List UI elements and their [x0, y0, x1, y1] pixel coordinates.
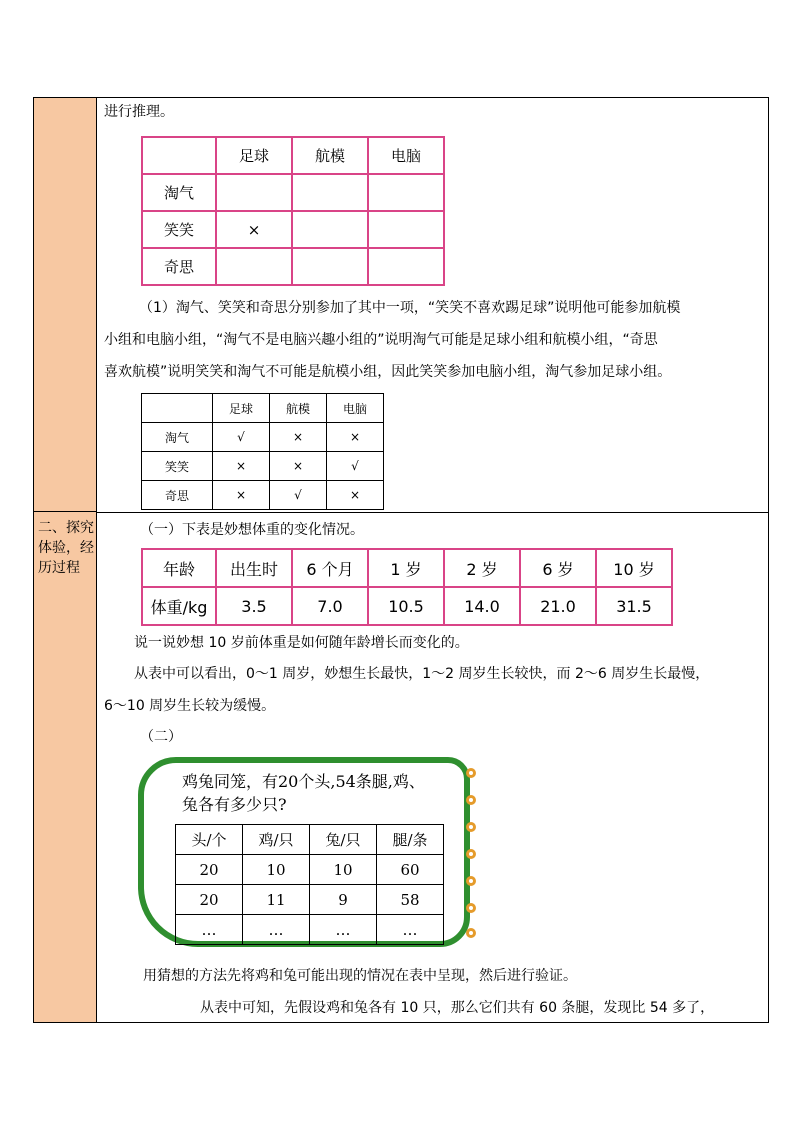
grid-cell: ×	[216, 211, 292, 248]
guess-cell: …	[243, 915, 310, 945]
result-header: 足球	[213, 394, 270, 423]
result-header: 航模	[270, 394, 327, 423]
weight-header: 6 个月	[292, 549, 368, 587]
spiral-ring-icon	[466, 928, 476, 938]
question-text: 说一说妙想 10 岁前体重是如何随年龄增长而变化的。	[134, 635, 469, 651]
grid-cell	[292, 248, 368, 285]
guess-table	[175, 824, 444, 945]
final-text: 从表中可知，先假设鸡和兔各有 10 只，那么它们共有 60 条腿，发现比 54 多了，	[200, 1000, 715, 1016]
weight-cell: 体重/kg	[142, 587, 216, 625]
grid-header: 航模	[292, 137, 368, 174]
result-cell: ×	[327, 423, 384, 452]
row-divider	[97, 512, 769, 513]
part-2-title: （二）	[140, 729, 182, 745]
spiral-ring-icon	[466, 795, 476, 805]
grid-header: 足球	[216, 137, 292, 174]
guess-header: 鸡/只	[243, 825, 310, 855]
result-header	[142, 394, 213, 423]
weight-header: 6 岁	[520, 549, 596, 587]
grid-cell	[368, 211, 444, 248]
guess-cell: …	[377, 915, 444, 945]
problem-line: 鸡兔同笼，有20个头,54条腿,鸡、	[182, 772, 425, 791]
weight-cell: 7.0	[292, 587, 368, 625]
grid-header: 电脑	[368, 137, 444, 174]
part-1-title: （一）下表是妙想体重的变化情况。	[140, 522, 364, 538]
spiral-ring-icon	[466, 876, 476, 886]
guess-header: 腿/条	[377, 825, 444, 855]
guess-cell: 9	[310, 885, 377, 915]
guess-cell: …	[310, 915, 377, 945]
answer-line: 6～10 周岁生长较为缓慢。	[104, 698, 276, 714]
weight-header: 10 岁	[596, 549, 672, 587]
result-cell: √	[213, 423, 270, 452]
intro-text: 进行推理。	[104, 104, 174, 120]
spiral-ring-icon	[466, 849, 476, 859]
grid-header	[142, 137, 216, 174]
guess-cell: 60	[377, 855, 444, 885]
guess-cell: …	[176, 915, 243, 945]
guess-cell: 58	[377, 885, 444, 915]
guess-cell: 10	[243, 855, 310, 885]
guess-cell: 20	[176, 855, 243, 885]
result-cell: ×	[270, 423, 327, 452]
weight-cell: 21.0	[520, 587, 596, 625]
grid-cell	[368, 248, 444, 285]
result-cell: √	[270, 481, 327, 510]
weight-header: 1 岁	[368, 549, 444, 587]
grid-cell	[216, 248, 292, 285]
left-cell-1	[34, 98, 96, 512]
spiral-ring-icon	[466, 768, 476, 778]
weight-cell: 10.5	[368, 587, 444, 625]
weight-cell: 3.5	[216, 587, 292, 625]
grid-cell	[216, 174, 292, 211]
section-2-label: 二、探究体验，经历过程	[38, 520, 94, 576]
result-cell: √	[327, 452, 384, 481]
grid-cell: 笑笑	[142, 211, 216, 248]
paragraph-line: （1）淘气、笑笑和奇思分别参加了其中一项，“笑笑不喜欢踢足球”说明他可能参加航模	[139, 300, 681, 316]
left-column	[34, 98, 97, 1022]
result-cell: ×	[327, 481, 384, 510]
guess-text: 用猜想的方法先将鸡和兔可能出现的情况在表中呈现，然后进行验证。	[143, 968, 577, 984]
guess-cell: 20	[176, 885, 243, 915]
grid-cell	[292, 174, 368, 211]
guess-header: 头/个	[176, 825, 243, 855]
guess-cell: 11	[243, 885, 310, 915]
paragraph-line: 喜欢航模”说明笑笑和淘气不可能是航模小组，因此笑笑参加电脑小组，淘气参加足球小组。	[104, 364, 672, 380]
weight-cell: 14.0	[444, 587, 520, 625]
guess-cell: 10	[310, 855, 377, 885]
grid-cell: 淘气	[142, 174, 216, 211]
spiral-ring-icon	[466, 822, 476, 832]
result-cell: 奇思	[142, 481, 213, 510]
result-table	[141, 393, 384, 510]
result-cell: 淘气	[142, 423, 213, 452]
weight-cell: 31.5	[596, 587, 672, 625]
result-cell: ×	[270, 452, 327, 481]
weight-header: 出生时	[216, 549, 292, 587]
left-cell-2	[34, 512, 96, 1022]
result-cell: ×	[213, 452, 270, 481]
grid-cell	[368, 174, 444, 211]
problem-line: 兔各有多少只?	[182, 795, 287, 814]
weight-header: 2 岁	[444, 549, 520, 587]
paragraph-line: 小组和电脑小组，“淘气不是电脑兴趣小组的”说明淘气可能是足球小组和航模小组，“奇思	[104, 332, 658, 348]
grid-cell	[292, 211, 368, 248]
result-header: 电脑	[327, 394, 384, 423]
spiral-ring-icon	[466, 903, 476, 913]
answer-line: 从表中可以看出，0～1 周岁，妙想生长最快，1～2 周岁生长较快，而 2～6 周岁生长最慢，	[134, 666, 710, 682]
grid-cell: 奇思	[142, 248, 216, 285]
reasoning-grid	[141, 136, 445, 286]
weight-header: 年龄	[142, 549, 216, 587]
guess-header: 兔/只	[310, 825, 377, 855]
weight-table	[141, 548, 673, 626]
result-cell: 笑笑	[142, 452, 213, 481]
result-cell: ×	[213, 481, 270, 510]
